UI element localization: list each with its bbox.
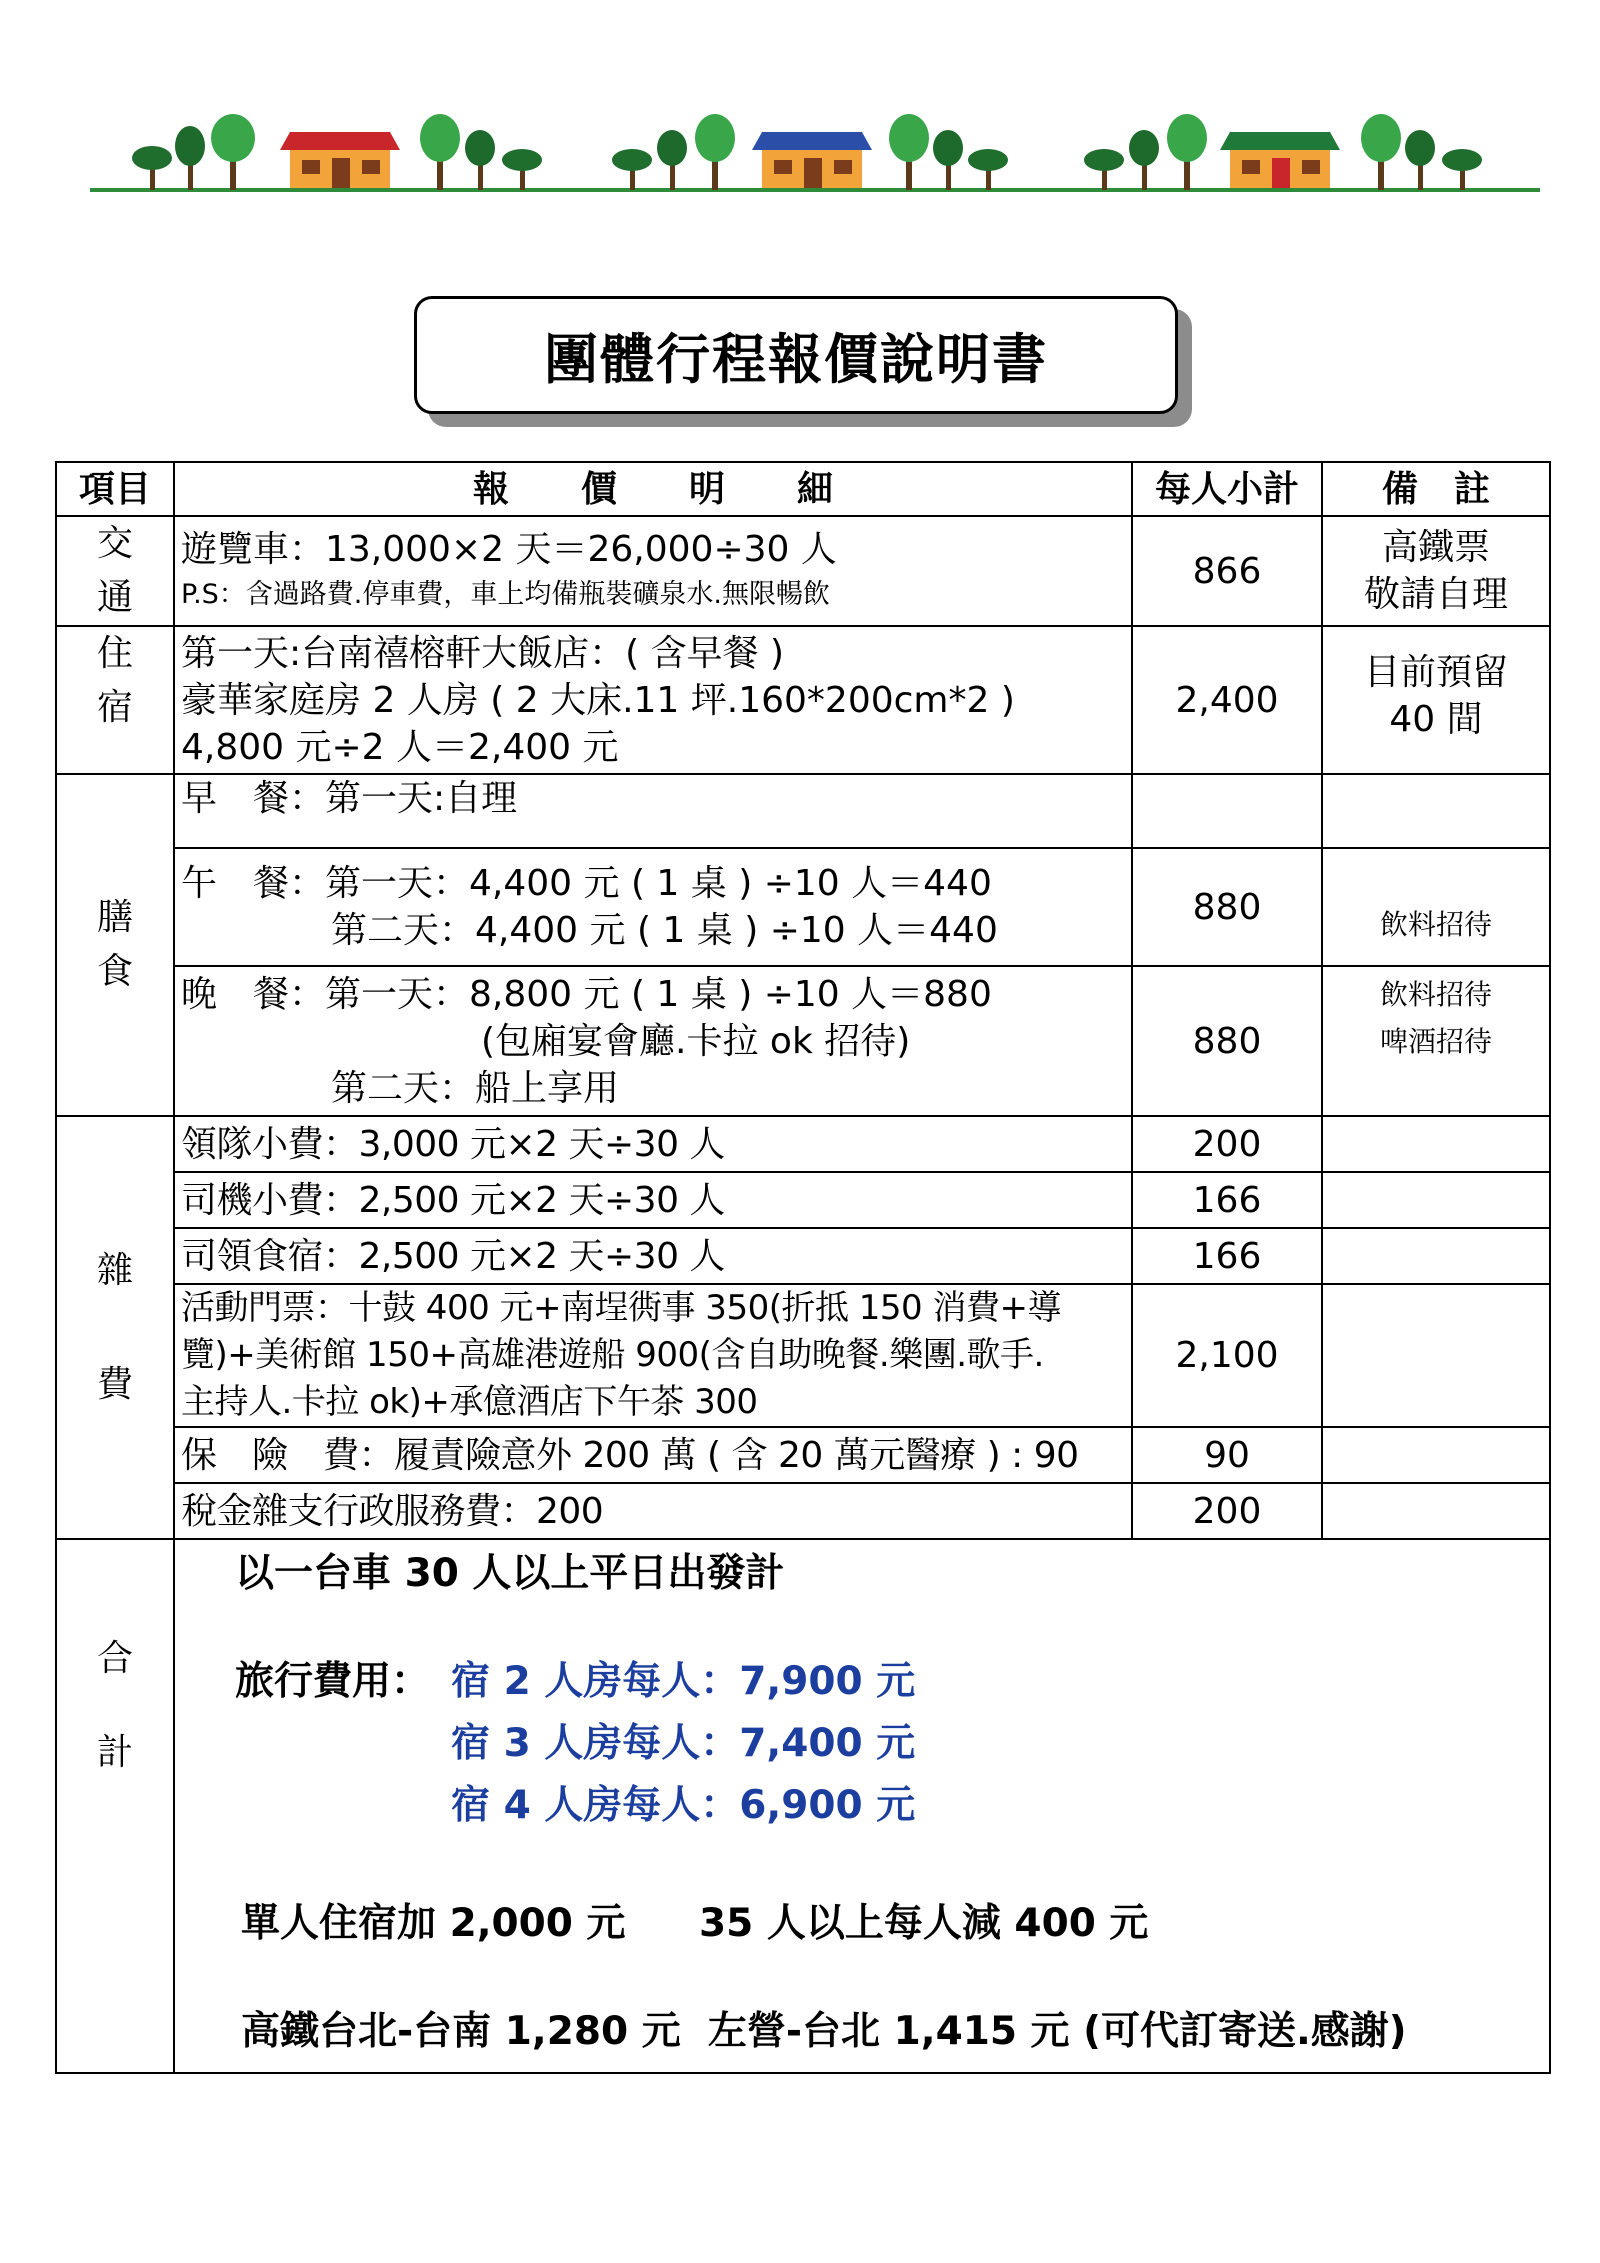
note-misc — [1322, 1228, 1550, 1284]
category-char: 計 — [96, 1732, 133, 1773]
tree-icon — [175, 126, 205, 190]
category-char: 合 — [96, 1638, 133, 1679]
detail-line: 覽)+美術館 150+高雄港遊船 900(含自助晚餐.樂團.歌手. — [181, 1335, 1044, 1375]
table-row-tax — [56, 1483, 1550, 1539]
table-row-tickets — [56, 1284, 1550, 1427]
table-row-lodging — [56, 626, 1550, 774]
house-icon — [280, 132, 400, 188]
header-decoration — [90, 110, 1540, 200]
note-breakfast — [1322, 774, 1550, 848]
price-quad: 宿 4 人房每人：6,900 元 — [451, 1783, 916, 1828]
note-dinner — [1322, 966, 1550, 1116]
header-note: 備 註 — [1322, 462, 1550, 516]
note-line: 啤酒招待 — [1379, 1025, 1492, 1058]
detail-insurance: 保 險 費：履責險意外 200 萬 ( 含 20 萬元醫療 ) : 90 — [174, 1427, 1132, 1483]
amount-breakfast — [1132, 774, 1322, 848]
group-discount: 35 人以上每人減 400 元 — [699, 1901, 1149, 1946]
table-row-misc — [56, 1228, 1550, 1284]
detail-transport — [174, 516, 1132, 626]
table-row-misc — [56, 1172, 1550, 1228]
detail-line: 第二天：4,400 元 ( 1 桌 ) ÷10 人＝440 — [331, 910, 998, 951]
detail-tickets — [174, 1284, 1132, 1427]
amount-dinner: 880 — [1132, 966, 1322, 1116]
tree-icon — [211, 114, 255, 190]
quote-table — [55, 461, 1551, 2074]
detail-line: 第一天:台南禧榕軒大飯店：( 含早餐 ) — [181, 632, 785, 674]
table-row-total — [56, 1539, 1550, 2073]
tree-icon — [612, 149, 652, 190]
detail-line: 早 餐：第一天:自理 — [181, 778, 518, 819]
tree-icon — [968, 149, 1008, 190]
table-row-misc — [56, 1116, 1550, 1172]
table-row-lunch — [56, 848, 1550, 966]
note-lunch: 飲料招待 — [1322, 848, 1550, 966]
price-triple: 宿 3 人房每人：7,400 元 — [451, 1721, 916, 1766]
amount-tickets: 2,100 — [1132, 1284, 1322, 1427]
detail-line: 主持人.卡拉 ok)+承億酒店下午茶 300 — [181, 1382, 758, 1422]
table-row-transport — [56, 516, 1550, 626]
page-title: 團體行程報價說明書 — [544, 327, 1048, 391]
amount-transport: 866 — [1132, 516, 1322, 626]
detail-misc: 司領食宿：2,500 元×2 天÷30 人 — [174, 1228, 1132, 1284]
note-line: 高鐵票 — [1381, 527, 1490, 568]
detail-line: 午 餐：第一天：4,400 元 ( 1 桌 ) ÷10 人＝440 — [181, 863, 992, 904]
table-row-insurance — [56, 1427, 1550, 1483]
amount-misc: 166 — [1132, 1228, 1322, 1284]
detail-line: 遊覽車：13,000×2 天＝26,000÷30 人 — [181, 528, 837, 570]
detail-tax: 稅金雜支行政服務費：200 — [174, 1483, 1132, 1539]
price-double: 宿 2 人房每人：7,900 元 — [451, 1659, 916, 1704]
single-surcharge: 單人住宿加 2,000 元 — [241, 1901, 626, 1946]
category-total — [56, 1539, 174, 2073]
tree-icon — [889, 114, 929, 190]
note-misc — [1322, 1172, 1550, 1228]
house-icon — [752, 132, 872, 188]
detail-line: 晚 餐：第一天：8,800 元 ( 1 桌 ) ÷10 人＝880 — [181, 973, 992, 1015]
detail-line: 豪華家庭房 2 人房 ( 2 大床.11 坪.160*200cm*2 ) — [181, 679, 1015, 721]
detail-line: 第二天：船上享用 — [331, 1067, 620, 1109]
detail-line: 活動門票：十鼓 400 元+南埕衖事 350(折抵 150 消費+導 — [181, 1288, 1061, 1328]
detail-dinner — [174, 966, 1132, 1116]
category-lodging — [56, 626, 174, 774]
tree-icon — [132, 146, 172, 190]
category-char: 食 — [96, 951, 133, 992]
detail-lodging — [174, 626, 1132, 774]
total-summary — [174, 1539, 1550, 2073]
note-lodging — [1322, 626, 1550, 774]
note-insurance — [1322, 1427, 1550, 1483]
note-line: 目前預留 — [1363, 652, 1508, 693]
table-row-breakfast — [56, 774, 1550, 848]
fee-label: 旅行費用： — [235, 1659, 431, 1704]
table-row-dinner — [56, 966, 1550, 1116]
category-meals — [56, 774, 174, 1116]
tree-icon — [420, 114, 460, 190]
amount-misc: 166 — [1132, 1172, 1322, 1228]
detail-line: 4,800 元÷2 人＝2,400 元 — [181, 726, 619, 768]
tree-icon — [1405, 130, 1435, 190]
category-char: 通 — [96, 577, 133, 618]
category-char: 交 — [96, 523, 133, 564]
header-item: 項目 — [56, 462, 174, 516]
header-detail: 報 價 明 細 — [174, 462, 1132, 516]
tree-icon — [695, 114, 735, 190]
tree-icon — [657, 130, 687, 190]
note-tax — [1322, 1483, 1550, 1539]
detail-misc: 領隊小費：3,000 元×2 天÷30 人 — [174, 1116, 1132, 1172]
header-per-person: 每人小計 — [1132, 462, 1322, 516]
house-icon — [1220, 132, 1340, 188]
category-char: 住 — [96, 633, 133, 674]
tree-icon — [465, 130, 495, 190]
detail-misc: 司機小費：2,500 元×2 天÷30 人 — [174, 1172, 1132, 1228]
category-char: 宿 — [96, 687, 133, 728]
category-misc — [56, 1116, 174, 1539]
amount-insurance: 90 — [1132, 1427, 1322, 1483]
note-line: 飲料招待 — [1379, 978, 1492, 1011]
title-box — [414, 296, 1178, 414]
tree-icon — [1167, 114, 1207, 190]
amount-misc: 200 — [1132, 1116, 1322, 1172]
tree-icon — [1361, 114, 1401, 190]
category-char: 費 — [96, 1363, 133, 1405]
amount-tax: 200 — [1132, 1483, 1322, 1539]
category-char: 膳 — [96, 897, 133, 938]
amount-lodging: 2,400 — [1132, 626, 1322, 774]
tree-icon — [1442, 149, 1482, 190]
tree-icon — [1129, 130, 1159, 190]
tree-icon — [1084, 149, 1124, 190]
detail-line: P.S：含過路費.停車費，車上均備瓶裝礦泉水.無限暢飲 — [181, 578, 830, 610]
tree-icon — [502, 149, 542, 190]
note-line: 40 間 — [1389, 699, 1483, 740]
category-char: 雜 — [96, 1249, 133, 1291]
note-transport — [1322, 516, 1550, 626]
hsr-fare: 高鐵台北-台南 1,280 元 左營-台北 1,415 元 (可代訂寄送.感謝) — [241, 2009, 1407, 2054]
detail-lunch — [174, 848, 1132, 966]
detail-breakfast — [174, 774, 1132, 848]
note-line: 敬請自理 — [1363, 574, 1508, 615]
table-header-row — [56, 462, 1550, 516]
category-transport — [56, 516, 174, 626]
note-misc — [1322, 1116, 1550, 1172]
note-tickets — [1322, 1284, 1550, 1427]
tree-icon — [933, 130, 963, 190]
amount-lunch: 880 — [1132, 848, 1322, 966]
detail-line: (包廂宴會廳.卡拉 ok 招待) — [481, 1020, 911, 1062]
total-basis: 以一台車 30 人以上平日出發計 — [235, 1551, 785, 1596]
